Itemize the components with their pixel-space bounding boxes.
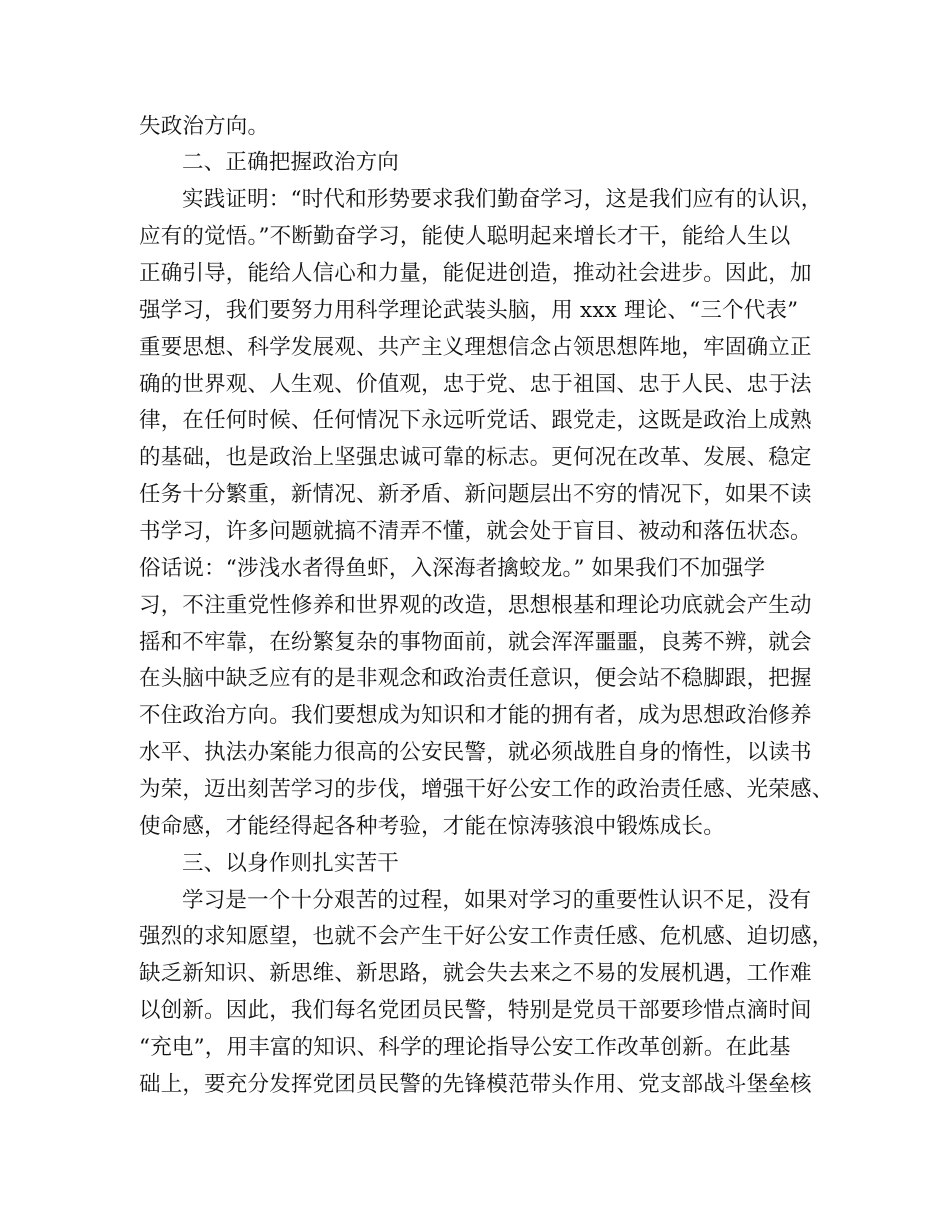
text-line: 为荣，迈出刻苦学习的步伐，增强干好公安工作的政治责任感、光荣感、 — [139, 777, 834, 802]
text-line: 以创新。因此，我们每名党团员民警，特别是党员干部要珍惜点滴时间 — [139, 998, 812, 1023]
text-line: 失政治方向。 — [139, 114, 270, 139]
text-line: 水平、执法办案能力很高的公安民警，就必须战胜自身的惰性，以读书 — [139, 740, 812, 765]
text-line: 习，不注重党性修养和世界观的改造，思想根基和理论功底就会产生动 — [139, 593, 812, 618]
text-line: 的基础，也是政治上坚强忠诚可靠的标志。更何况在改革、发展、稳定 — [139, 445, 812, 470]
text-line: 强学习，我们要努力用科学理论武装头脑，用 xxx 理论、“三个代表” — [139, 298, 799, 323]
section-heading: 三、以身作则扎实苦干 — [182, 851, 400, 876]
text-line: 实践证明：“时代和形势要求我们勤奋学习，这是我们应有的认识， — [182, 187, 823, 212]
text-line: 重要思想、科学发展观、共产主义理想信念占领思想阵地，牢固确立正 — [139, 335, 812, 360]
text-line: 书学习，许多问题就搞不清弄不懂，就会处于盲目、被动和落伍状态。 — [139, 519, 812, 544]
text-line: 俗话说：“涉浅水者得鱼虾，入深海者擒蛟龙。” 如果我们不加强学 — [139, 556, 766, 581]
text-line: 缺乏新知识、新思维、新思路，就会失去来之不易的发展机遇，工作难 — [139, 961, 812, 986]
text-line: 础上，要充分发挥党团员民警的先锋模范带头作用、党支部战斗堡垒核 — [139, 1072, 812, 1097]
text-line: 律，在任何时候、任何情况下永远听党话、跟党走，这既是政治上成熟 — [139, 408, 812, 433]
text-line: 不住政治方向。我们要想成为知识和才能的拥有者，成为思想政治修养 — [139, 703, 812, 728]
text-line: 正确引导，能给人信心和力量，能促进创造，推动社会进步。因此，加 — [139, 261, 812, 286]
text-line: 确的世界观、人生观、价值观，忠于党、忠于祖国、忠于人民、忠于法 — [139, 372, 812, 397]
text-line: 在头脑中缺乏应有的是非观念和政治责任意识，便会站不稳脚跟，把握 — [139, 666, 812, 691]
section-heading: 二、正确把握政治方向 — [182, 150, 400, 175]
text-line: 强烈的求知愿望，也就不会产生干好公安工作责任感、危机感、迫切感， — [139, 924, 834, 949]
text-line: 任务十分繁重，新情况、新矛盾、新问题层出不穷的情况下，如果不读 — [139, 482, 812, 507]
text-line: 应有的觉悟。”不断勤奋学习，能使人聪明起来增长才干，能给人生以 — [139, 224, 791, 249]
text-line: 学习是一个十分艰苦的过程，如果对学习的重要性认识不足，没有 — [182, 888, 812, 913]
text-line: “充电”，用丰富的知识、科学的理论指导公安工作改革创新。在此基 — [139, 1035, 791, 1060]
text-line: 摇和不牢靠，在纷繁复杂的事物面前，就会浑浑噩噩，良莠不辨，就会 — [139, 630, 812, 655]
text-line: 使命感，才能经得起各种考验，才能在惊涛骇浪中锻炼成长。 — [139, 814, 725, 839]
